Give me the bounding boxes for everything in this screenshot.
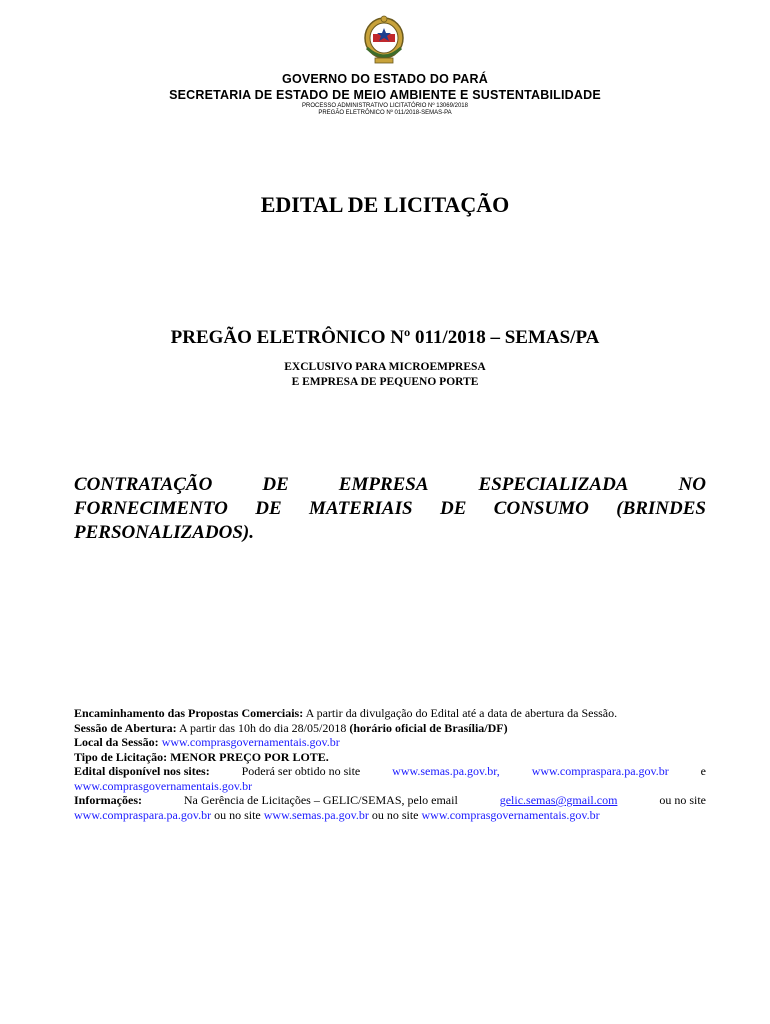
object-description [74,473,706,545]
informacoes-email-link[interactable]: gelic.semas@gmail.com [499,793,618,807]
object-word: ESPECIALIZADA [478,474,629,495]
final-mid-2: ou no site [368,807,422,822]
informacoes-tail: ou no site [659,793,706,807]
header-pregao-ref: PREGÃO ELETRÔNICO Nº 011/2018-SEMAS-PA [318,110,452,116]
local-label: Local da Sessão: [74,735,159,749]
info-sessao [74,721,706,736]
info-final-links [74,808,706,823]
info-tipo [74,750,706,765]
local-link[interactable]: www.comprasgovernamentais.gov.br [161,735,340,749]
exclusive-line-2: E EMPRESA DE PEQUENO PORTE [291,376,479,388]
edital-label: Edital disponível nos sites: [74,764,210,778]
final-link-semas[interactable]: www.semas.pa.gov.br [263,807,369,822]
edital-conjunction: e [700,764,706,778]
sessao-label: Sessão de Abertura: [74,720,177,735]
final-mid-1: ou no site [211,807,264,822]
info-local [74,735,706,750]
object-word: CONTRATAÇÃO [74,474,213,495]
final-link-comprasgov[interactable]: www.comprasgovernamentais.gov.br [421,807,600,822]
header-secretariat: SECRETARIA DE ESTADO DE MEIO AMBIENTE E SUSTENTABILIDADE [169,88,601,102]
info-encaminhamento [74,706,706,721]
sessao-bold: (horário oficial de Brasília/DF) [349,720,508,735]
informacoes-text: Na Gerência de Licitações – GELIC/SEMAS, pelo email [183,793,458,807]
object-word: NO [678,474,706,495]
pregao-heading: PREGÃO ELETRÔNICO Nº 011/2018 – SEMAS/PA [170,327,600,348]
document-title: EDITAL DE LICITAÇÃO [260,192,510,217]
tipo-label: Tipo de Licitação: [74,749,168,764]
object-word: DE [262,474,289,495]
info-edital [74,764,706,779]
info-informacoes [74,793,706,808]
object-line-1 [74,473,706,497]
state-coat-of-arms-logo [361,14,407,68]
edital-link-compraspara[interactable]: www.compraspara.pa.gov.br [531,764,669,778]
header-government: GOVERNO DO ESTADO DO PARÁ [282,72,488,86]
info-block [74,706,706,822]
final-link-compraspara[interactable]: www.compraspara.pa.gov.br [74,807,212,822]
object-line-2: FORNECIMENTO DE MATERIAIS DE CONSUMO (BRINDES [74,498,706,519]
encaminhamento-label: Encaminhamento das Propostas Comerciais: [74,706,304,720]
object-line-3: PERSONALIZADOS). [74,522,254,543]
object-word: EMPRESA [338,474,429,495]
header-process-number: PROCESSO ADMINISTRATIVO LICITATÓRIO Nº 13069/2018 [302,103,468,109]
encaminhamento-text: A partir da divulgação do Edital até a data de abertura da Sessão. [303,706,618,720]
tipo-text: MENOR PREÇO POR LOTE. [167,749,329,764]
edital-text: Poderá ser obtido no site [241,764,361,778]
informacoes-label: Informações: [74,793,142,807]
info-edital-cont [74,779,706,794]
edital-link-comprasgov[interactable]: www.comprasgovernamentais.gov.br [74,778,253,793]
edital-link-semas[interactable]: www.semas.pa.gov.br, [392,764,500,778]
exclusive-line-1: EXCLUSIVO PARA MICROEMPRESA [284,361,486,373]
sessao-text: A partir das 10h do dia 28/05/2018 [176,720,350,735]
